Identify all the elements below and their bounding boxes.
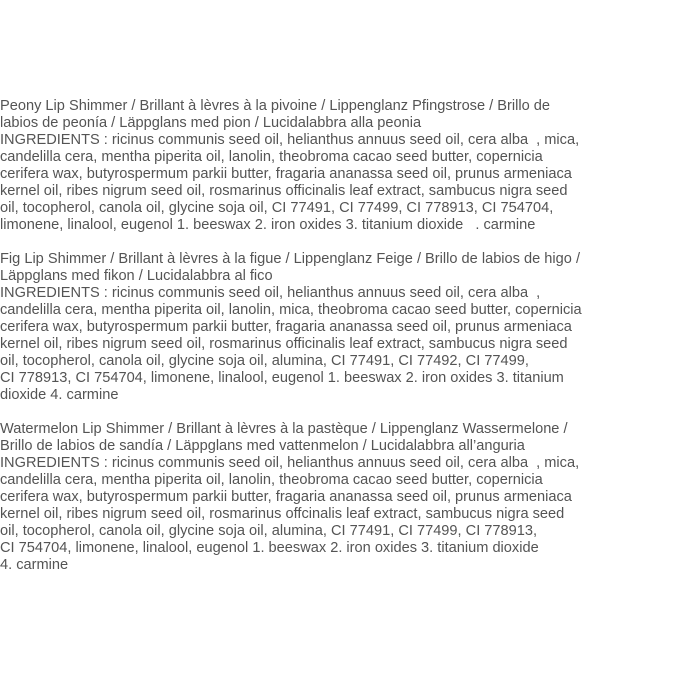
ingredients-line: INGREDIENTS : ricinus communis seed oil, helianthus annuus seed oil, cera alba , mica, — [0, 132, 580, 148]
ingredients-line: limonene, linalool, eugenol 1. beeswax 2. iron oxides 3. titanium dioxide . carmine — [0, 217, 536, 233]
ingredients-line: cerifera wax, butyrospermum parkii butter, fragaria ananassa seed oil, prunus armeniaca — [0, 489, 572, 505]
section-fig-lip-shimmer — [0, 251, 679, 404]
ingredients-line: oil, tocopherol, canola oil, glycine soja oil, alumina, CI 77491, CI 77499, CI 778913, — [0, 523, 538, 539]
ingredients-line: oil, tocopherol, canola oil, glycine soja oil, alumina, CI 77491, CI 77492, CI 77499, — [0, 353, 529, 369]
ingredients-line: candelilla cera, mentha piperita oil, lanolin, theobroma cacao seed butter, copernicia — [0, 149, 543, 165]
product-title-line: Peony Lip Shimmer / Brillant à lèvres à la pivoine / Lippenglanz Pfingstrose / Brillo de — [0, 98, 550, 114]
ingredients-line: kernel oil, ribes nigrum seed oil, rosmarinus officinalis leaf extract, sambucus nigra seed — [0, 183, 568, 199]
ingredients-line: INGREDIENTS : ricinus communis seed oil, helianthus annuus seed oil, cera alba , mica, — [0, 455, 580, 471]
ingredients-line: CI 754704, limonene, linalool, eugenol 1. beeswax 2. iron oxides 3. titanium dioxide — [0, 540, 539, 556]
ingredients-line: 4. carmine — [0, 557, 69, 573]
product-title-line: labios de peonía / Läppglans med pion / Lucidalabbra alla peonia — [0, 115, 422, 131]
ingredients-line: cerifera wax, butyrospermum parkii butter, fragaria ananassa seed oil, prunus armeniaca — [0, 319, 572, 335]
ingredients-line: kernel oil, ribes nigrum seed oil, rosmarinus officinalis leaf extract, sambucus nigra seed — [0, 336, 568, 352]
product-title-line: Fig Lip Shimmer / Brillant à lèvres à la figue / Lippenglanz Feige / Brillo de labios de higo / — [0, 251, 581, 267]
ingredients-line: candelilla cera, mentha piperita oil, lanolin, theobroma cacao seed butter, copernicia — [0, 472, 543, 488]
ingredients-line: CI 778913, CI 754704, limonene, linalool, eugenol 1. beeswax 2. iron oxides 3. titanium — [0, 370, 564, 386]
ingredients-document — [0, 98, 679, 591]
ingredients-line: kernel oil, ribes nigrum seed oil, rosmarinus offcinalis leaf extract, sambucus nigra seed — [0, 506, 565, 522]
section-watermelon-lip-shimmer — [0, 421, 679, 574]
section-peony-lip-shimmer — [0, 98, 679, 234]
ingredients-line: INGREDIENTS : ricinus communis seed oil, helianthus annuus seed oil, cera alba , — [0, 285, 541, 301]
product-title-line: Watermelon Lip Shimmer / Brillant à lèvres à la pastèque / Lippenglanz Wassermelone / — [0, 421, 568, 437]
ingredients-line: dioxide 4. carmine — [0, 387, 119, 403]
ingredients-line: cerifera wax, butyrospermum parkii butter, fragaria ananassa seed oil, prunus armeniaca — [0, 166, 572, 182]
product-title-line: Brillo de labios de sandía / Läppglans med vattenmelon / Lucidalabbra all’anguria — [0, 438, 525, 454]
product-title-line: Läppglans med fikon / Lucidalabbra al fico — [0, 268, 273, 284]
ingredients-line: candelilla cera, mentha piperita oil, lanolin, mica, theobroma cacao seed butter, copernicia — [0, 302, 582, 318]
ingredients-line: oil, tocopherol, canola oil, glycine soja oil, CI 77491, CI 77499, CI 778913, CI 754704, — [0, 200, 554, 216]
